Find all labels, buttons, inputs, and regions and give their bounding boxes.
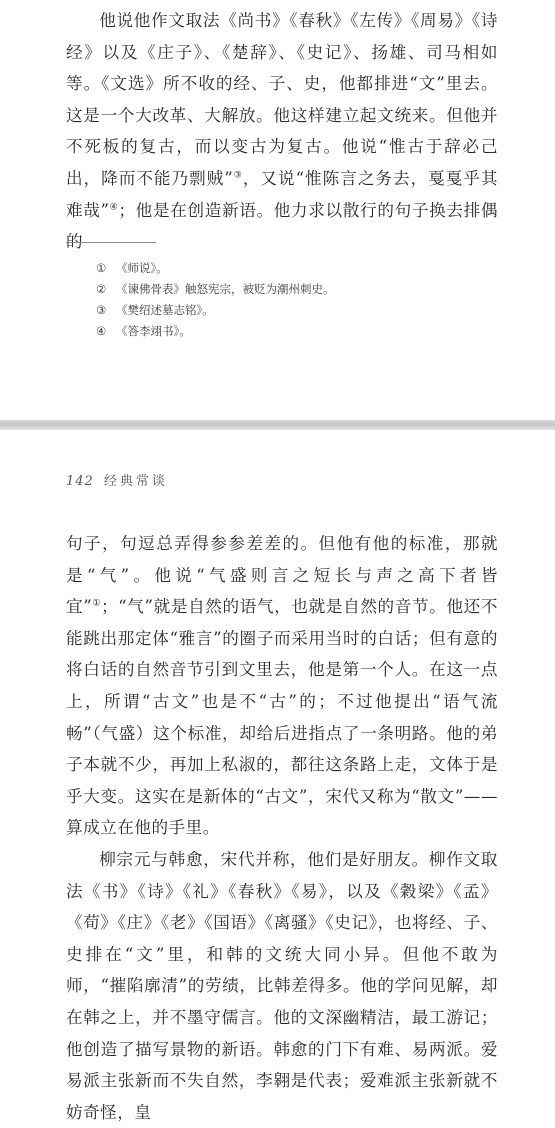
paragraph: 柳宗元与韩愈，宋代并称，他们是好朋友。柳作文取法《书》《诗》《礼》《春秋》《易》，以及《穀梁》《孟》《荀》《庄》《老》《国语》《离骚》《史记》，也将经、子、史排在“文”里，和韩的文统大同小异。但他不敢为师，“摧陷廓清”的劳绩，比韩差得多。他的学问见解，却在韩之上，并不墨守儒言。他的文深幽精洁，最工游记；他创造了描写景物的新语。韩愈的门下有难、易两派。爱易派主张新而不失自然，李翱是代表；爱难派主张新就不妨奇怪，皇 [66,849,498,1122]
footnote-ref: ③ [233,170,243,181]
footnote-item [96,300,335,321]
text-segment: ；“气”就是自然的语气，也就是自然的音节。他还不能跳出那定体“雅言”的圈子而采用当时的白话；但有意的将白话的自然音节引到文里去，他是第一个人。在这一点上，所谓“古文”也是不“古”的；不过他提出“语气流畅”（气盛）这个标准，却给后进指点了一条明路。他的弟子本就不少，再加上私淑的，都往这条路上走，文体于是乎大变。这实在是新体的“古文”，宋代又称为“散文”——算成立在他的手里。 [66,597,499,838]
footnote-mark: ① [96,261,107,275]
upper-page [0,0,555,420]
footnote-mark: ③ [96,303,107,317]
footnote-text: 《答李翊书》。 [116,324,191,338]
running-head [66,470,168,489]
footnote-item [96,279,335,300]
footnote-item [96,321,335,342]
footnote-text: 《谏佛骨表》触怒宪宗，被贬为潮州刺史。 [116,282,335,296]
footnote-list [96,258,335,342]
text-segment: 他说他作文取法《尚书》《春秋》《左传》《周易》《诗经》以及《庄子》、《楚辞》、《史记》、扬雄、司马相如等。《文选》所不收的经、子、史，他都排进“文”里去。这是一个大改革、大解放。他这样建立起文统来。但他并不死板的复古，而以变古为复古。他说“惟古于辞必己出，降而不能乃剽贼” [66,11,498,188]
footnote-item [96,258,335,279]
footnote-divider [66,242,156,243]
footnote-mark: ④ [96,324,107,338]
paragraph [66,528,498,844]
footnote-text: 《樊绍述墓志铭》。 [116,303,214,317]
paragraph [66,5,498,258]
body-text-block [66,528,498,1128]
footnote-ref: ④ [109,202,119,213]
page-number: 142 [66,474,94,489]
text-segment: ；他是在创造新语。他力求以散行的句子换去排偶的 [66,200,499,252]
footnote-text: 《师说》。 [116,261,168,275]
book-title: 经典常谈 [103,474,168,489]
footnote-ref: ① [92,598,102,609]
text-segment: ，又说“惟陈言之务去，戛戛乎其难哉” [66,168,499,220]
text-segment: 句子，句逗总弄得参参差差的。但他有他的标准，那就是“气”。他说“气盛则言之短长与声之高下者皆宜” [66,534,498,617]
footnote-mark: ② [96,282,107,296]
page-separator [0,420,555,430]
body-paragraph-continued [66,5,498,258]
